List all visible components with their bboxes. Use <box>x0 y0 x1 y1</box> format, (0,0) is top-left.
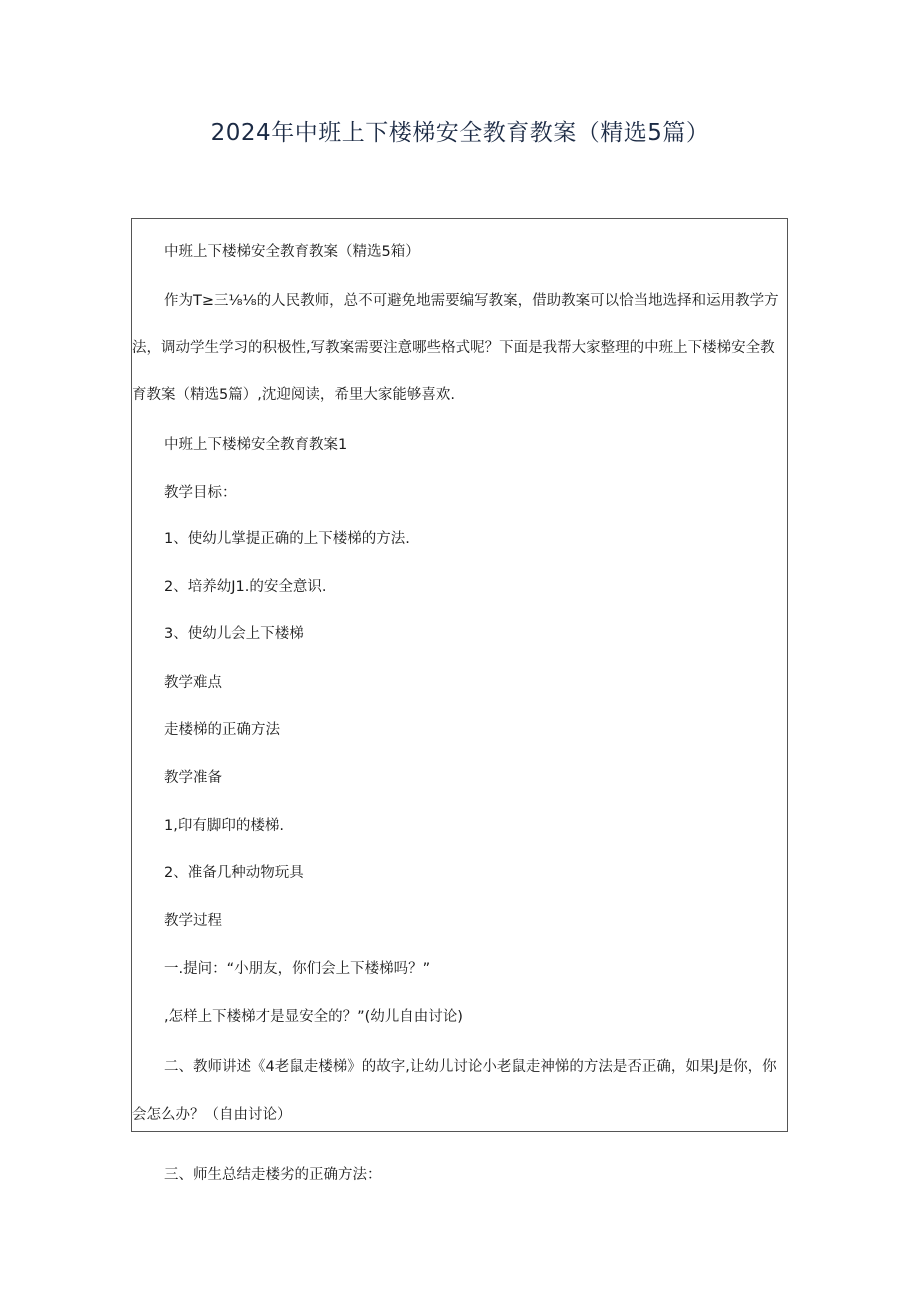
prep-heading: 教学准备 <box>164 770 222 786</box>
intro-paragraph-line-2: 法，调动学生学习的积极性,写教案需要注意哪些格式呢？下面是我帮大家整理的中班上下楼梯安全教 <box>132 340 775 356</box>
process-step-1-followup: ,怎样上下楼梯才是显安全的？”(幼儿自由讨论) <box>164 1009 463 1025</box>
goal-item-1: 1、使幼儿掌提正确的上下楼梯的方法. <box>164 531 410 547</box>
difficulty-heading: 教学难点 <box>164 675 222 691</box>
intro-paragraph-line-1: 作为T≥三⅛⅛的人民教师，总不可避免地需要编写教案，借助教案可以恰当地选择和运用教学方 <box>164 293 779 309</box>
section-1-title: 中班上下楼梯安全教育教案1 <box>164 437 348 453</box>
difficulty-text: 走楼梯的正确方法 <box>164 722 280 738</box>
process-step-2-line-2: 会怎么办？（自由讨论） <box>132 1107 292 1123</box>
goal-item-2: 2、培养幼J1.的安全意识. <box>164 579 327 595</box>
goal-item-3: 3、使幼儿会上下楼梯 <box>164 626 304 642</box>
intro-paragraph-line-3: 育教案（精选5篇）,沈迎阅读，希里大家能够喜欢. <box>132 387 455 403</box>
prep-item-1: 1,印有脚印的楼梯. <box>164 818 284 834</box>
prep-item-2: 2、准备几种动物玩具 <box>164 865 304 881</box>
goals-heading: 教学目标： <box>164 485 237 501</box>
document-title: 2024年中班上下楼梯安全教育教案（精选5篇） <box>210 120 710 146</box>
process-step-3: 三、师生总结走楼劣的正确方法： <box>164 1167 382 1183</box>
process-heading: 教学过程 <box>164 913 222 929</box>
subtitle: 中班上下楼梯安全教育教案（精选5箱） <box>164 244 420 260</box>
process-step-1-question: 一.提问：“小朋友，你们会上下楼梯吗？” <box>164 961 431 977</box>
process-step-2-line-1: 二、教师讲述《4老鼠走楼梯》的故字,让幼儿讨论小老鼠走神悌的方法是否正确，如果J是你，你 <box>164 1059 777 1075</box>
